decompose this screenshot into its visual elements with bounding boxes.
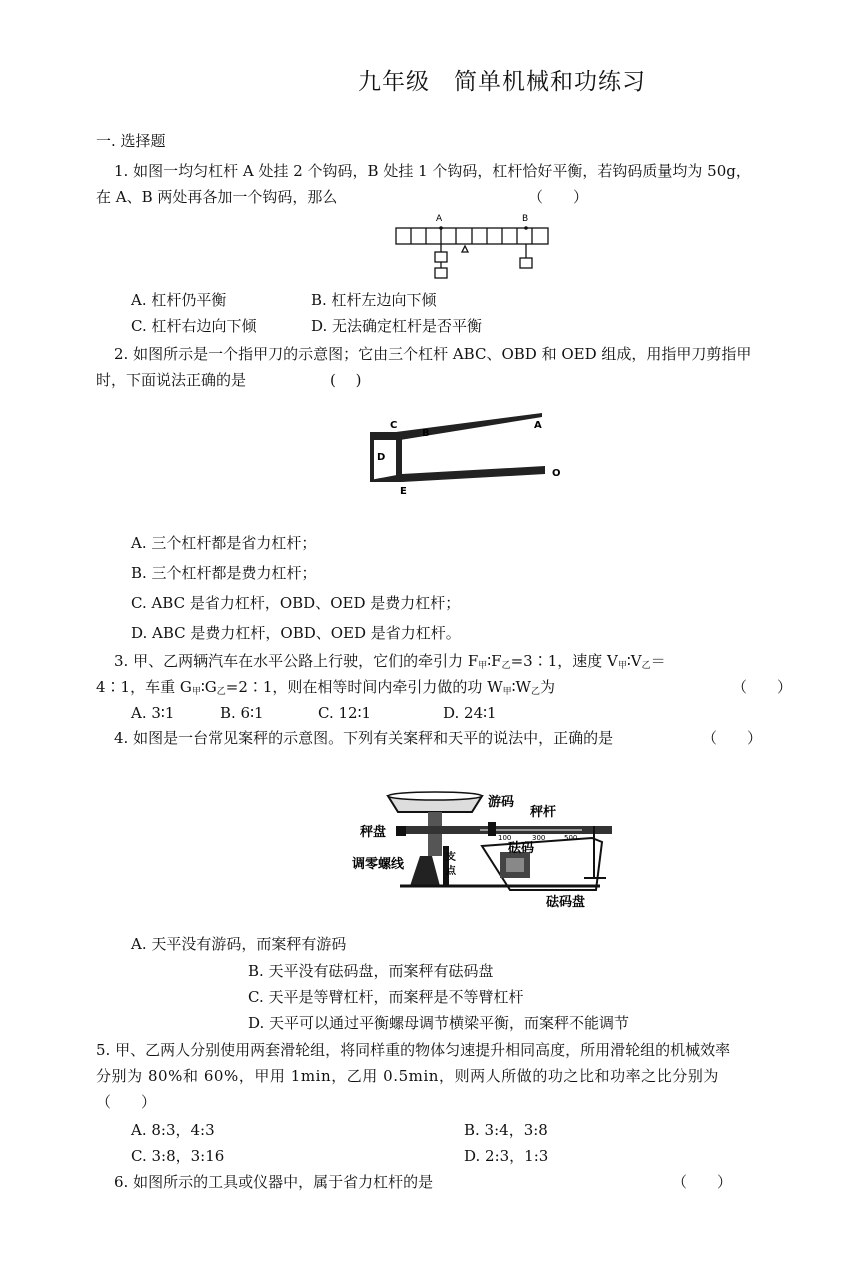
clipper-label-b: B (422, 428, 430, 439)
clipper-label-e: E (400, 486, 407, 497)
question-5-line2: 分别为 80%和 60%，甲用 1min，乙用 0.5min，则两人所做的功之比和功率之比分别为 (96, 1067, 719, 1085)
clipper-label-c: C (390, 420, 398, 431)
clipper-label-d: D (377, 452, 386, 463)
question-1-answer-paren: （ ） (528, 188, 589, 206)
question-4-answer-paren: （ ） (702, 729, 763, 747)
clipper-label-a: A (534, 420, 542, 431)
scale-label-famapan: 砝码盘 (546, 895, 586, 910)
question-5-option-c: C. 3:8，3:16 (131, 1147, 225, 1165)
question-1-option-a: A. 杠杆仍平衡 (131, 291, 227, 309)
question-5-option-b: B. 3:4，3:8 (464, 1121, 548, 1139)
scale-label-fama: 砝码 (508, 841, 535, 856)
question-1-option-b: B. 杠杆左边向下倾 (311, 291, 437, 309)
scale-label-chenggan: 秤杆 (530, 805, 557, 820)
question-1-option-d: D. 无法确定杠杆是否平衡 (311, 317, 483, 335)
question-2-option-a: A. 三个杠杆都是省力杠杆； (131, 534, 317, 552)
nail-clipper-figure (360, 410, 570, 500)
question-4-option-a: A. 天平没有游码，而案秤有游码 (131, 935, 347, 953)
question-3-option-d: D. 24∶1 (443, 704, 497, 722)
scale-tick-100: 100 (498, 834, 512, 842)
question-2-option-b: B. 三个杠杆都是费力杠杆； (131, 564, 317, 582)
clipper-label-o: O (552, 468, 561, 479)
page-title: 九年级 简单机械和功练习 (358, 69, 646, 95)
scale-label-chengpan: 秤盘 (360, 825, 387, 840)
question-4-option-b: B. 天平没有砝码盘，而案秤有砝码盘 (248, 962, 494, 980)
question-4-line1: 4. 如图是一台常见案秤的示意图。下列有关案秤和天平的说法中，正确的是 (114, 729, 614, 747)
question-3-option-a: A. 3∶1 (131, 704, 175, 722)
question-5-answer-paren: （ ） (96, 1093, 157, 1111)
question-3-option-b: B. 6∶1 (220, 704, 264, 722)
scale-label-tiaoling: 调零螺线 (352, 857, 405, 872)
question-3-answer-paren: （ ） (732, 678, 793, 696)
question-6-line1: 6. 如图所示的工具或仪器中，属于省力杠杆的是 (114, 1173, 434, 1191)
scale-label-youma: 游码 (488, 795, 515, 810)
scale-label-zhidian-2: 点 (446, 866, 456, 877)
lever-label-a: A (436, 214, 443, 224)
scale-tick-500: 500 (564, 834, 578, 842)
question-4-option-d: D. 天平可以通过平衡螺母调节横梁平衡，而案秤不能调节 (248, 1014, 630, 1032)
question-3-line1: 3. 甲、乙两辆汽车在水平公路上行驶，它们的牵引力 $F_甲∶F_乙=3∶1$，速度 $V_甲∶V_乙=$ (114, 652, 666, 671)
lever-figure (392, 210, 552, 284)
question-3-line2: 4∶1，车重 $G_甲∶G_乙=2∶1$，则在相等时间内牵引力做的功 $W_甲∶W_乙$为 (96, 678, 555, 697)
lever-label-b: B (522, 214, 529, 224)
question-5-line1: 5. 甲、乙两人分别使用两套滑轮组，将同样重的物体匀速提升相同高度，所用滑轮组的机械效率 (96, 1041, 731, 1059)
scale-label-zhidian-1: 支 (446, 852, 456, 863)
question-2-line2: 时，下面说法正确的是 (96, 371, 247, 389)
question-3-option-c: C. 12∶1 (318, 704, 372, 722)
question-5-option-a: A. 8:3，4:3 (131, 1121, 215, 1139)
question-6-answer-paren: （ ） (672, 1173, 733, 1191)
question-1-option-c: C. 杠杆右边向下倾 (131, 317, 257, 335)
question-2-line1: 2. 如图所示是一个指甲刀的示意图；它由三个杠杆 ABC、OBD 和 OED 组成，用指甲刀剪指甲 (114, 345, 752, 363)
question-1-line2: 在 A、B 两处再各加一个钩码，那么 (96, 188, 338, 206)
question-1-line1: 1. 如图一均匀杠杆 A 处挂 2 个钩码，B 处挂 1 个钩码，杠杆恰好平衡，若钩码质量均为 50g， (114, 162, 751, 180)
question-2-option-d: D. ABC 是费力杠杆，OBD、OED 是省力杠杆。 (131, 624, 461, 642)
question-2-answer-paren: ( ) (330, 371, 362, 389)
question-5-option-d: D. 2:3，1:3 (464, 1147, 549, 1165)
scale-tick-300: 300 (532, 834, 546, 842)
question-4-option-c: C. 天平是等臂杠杆，而案秤是不等臂杠杆 (248, 988, 524, 1006)
section-heading: 一. 选择题 (96, 132, 166, 150)
platform-scale-figure (350, 786, 615, 910)
question-2-option-c: C. ABC 是省力杠杆，OBD、OED 是费力杠杆； (131, 594, 461, 612)
